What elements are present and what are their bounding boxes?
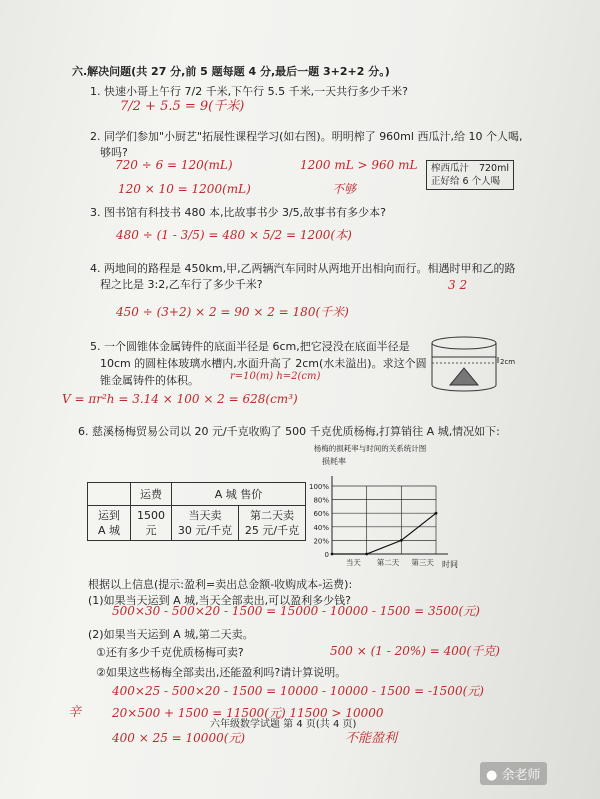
- sub2-text: (2)如果当天运到 A 城,第二天卖。: [88, 628, 254, 641]
- chart-xtick: 当天: [345, 558, 361, 567]
- q4-text-1: 4. 两地间的路程是 450km,甲,乙两辆汽车同时从两地开出相向而行。相遇时甲和乙的路: [90, 262, 516, 275]
- hw-sub2b-1: 400×25 - 500×20 - 1500 = 10000 - 10000 - 1500 = -1500(元): [112, 684, 484, 698]
- hw-q2-d: 不够: [332, 182, 357, 196]
- hw-q4-mark: 3 2: [448, 278, 468, 292]
- chart-ylabel: 损耗率: [322, 457, 346, 466]
- q6-text: 6. 慈溪杨梅贸易公司以 20 元/千克收购了 500 千克优质杨梅,打算销往 A 城,情况如下:: [78, 425, 500, 438]
- chart-point: [365, 553, 368, 556]
- hw-q3: 480 ÷ (1 - 3/5) = 480 × 5/2 = 1200(本): [116, 228, 352, 242]
- box-line-1: 榨西瓜汁: [431, 163, 470, 174]
- hw-sub2a: 500 × (1 - 20%) = 400(千克): [330, 644, 500, 658]
- wechat-icon: ●: [486, 768, 498, 783]
- sub1-text: (1)如果当天运到 A 城,当天全部卖出,可以盈利多少钱?: [88, 594, 351, 607]
- q5-text-2: 10cm 的圆柱体玻璃水槽内,水面升高了 2cm(水未溢出)。求这个圆: [100, 357, 427, 370]
- page-footer: 六年级数学试题 第 4 页(共 4 页): [210, 719, 357, 730]
- box-volume: 720ml: [478, 163, 509, 174]
- sub2a-text: ①还有多少千克优质杨梅可卖?: [96, 646, 244, 659]
- hw-margin-mark: 辛: [68, 705, 82, 720]
- chart-xtick: 第三天: [411, 558, 434, 567]
- chart-xtick: 第二天: [376, 558, 400, 567]
- chart-point: [331, 553, 334, 556]
- hw-conclusion: 不能盈利: [345, 731, 398, 746]
- chart-xlabel: 时间: [442, 560, 458, 569]
- table-freight-cell: 1500 元: [131, 506, 172, 541]
- chart-point: [435, 512, 438, 515]
- hw-q1: 7/2 + 5.5 = 9(千米): [120, 99, 245, 114]
- cylinder-figure: [428, 335, 518, 397]
- hw-q2-b: 1200 mL > 960 mL: [300, 158, 418, 172]
- chart-ytick: 40%: [313, 523, 329, 532]
- hw-q5-note: r=10(m) h=2(cm): [230, 371, 321, 382]
- chart-point: [400, 539, 403, 542]
- box-line-2: 正好给 6 个人喝: [431, 176, 501, 187]
- chart-title: 杨梅的损耗率与时间的关系统计图: [313, 444, 427, 453]
- watermark: [480, 762, 547, 785]
- q4-text-2: 程之比是 3:2,乙车行了多少千米?: [100, 278, 263, 291]
- chart-ytick: 20%: [313, 537, 329, 546]
- q5-text-1: 5. 一个圆锥体金属铸件的底面半径是 6cm,把它浸没在底面半径是: [90, 340, 410, 353]
- spoilage-chart: [290, 442, 458, 577]
- chart-series-line: [332, 513, 436, 554]
- q2-text-1: 2. 同学们参加"小厨艺"拓展性课程学习(如右图)。明明榨了 960ml 西瓜汁,给 10 个人喝,: [90, 130, 523, 143]
- hw-sub2b-2: 20×500 + 1500 = 11500(元) 11500 > 10000: [112, 706, 384, 720]
- cylinder-rise-label: 2cm: [500, 358, 516, 366]
- q2-text-2: 够吗?: [100, 146, 128, 159]
- watermark-text: 余老师: [501, 768, 541, 783]
- hw-q5: V = πr²h = 3.14 × 100 × 2 = 628(cm³): [62, 392, 298, 406]
- table-day2-cell: 第二天卖 25 元/千克: [239, 506, 306, 541]
- chart-ytick: 0: [324, 551, 329, 559]
- info-line: 根据以上信息(提示:盈利=卖出总金额-收购成本-运费):: [88, 578, 353, 591]
- hw-q2-a: 720 ÷ 6 = 120(mL): [115, 158, 233, 172]
- q1-text: 1. 快速小哥上午行 7/2 千米,下午行 5.5 千米,一天共行多少千米?: [90, 85, 409, 98]
- hw-q4: 450 ÷ (3+2) × 2 = 90 × 2 = 180(千米): [116, 305, 349, 319]
- juice-label-box: [426, 160, 514, 190]
- table-rowhead: 运到 A 城: [88, 506, 131, 541]
- chart-ytick: 60%: [313, 510, 329, 519]
- section-heading: 六.解决问题(共 27 分,前 5 题每题 4 分,最后一题 3+2+2 分。): [72, 65, 390, 78]
- chart-ytick: 100%: [308, 483, 329, 491]
- q5-text-3: 锥金属铸件的体积。: [100, 374, 199, 387]
- chart-ytick: 80%: [313, 496, 329, 505]
- table-day1-cell: 当天卖 30 元/千克: [172, 506, 239, 541]
- q3-text: 3. 图书馆有科技书 480 本,比故事书少 3/5,故事书有多少本?: [90, 206, 387, 219]
- table-header-price: A 城 售价: [172, 483, 306, 506]
- shipping-table: [87, 482, 306, 541]
- hw-sub1: 500×30 - 500×20 - 1500 = 15000 - 10000 - 1500 = 3500(元): [112, 604, 480, 618]
- table-header-freight: 运费: [131, 483, 172, 506]
- hw-q2-c: 120 × 10 = 1200(mL): [118, 182, 251, 196]
- sub2b-text: ②如果这些杨梅全部卖出,还能盈利吗?请计算说明。: [96, 666, 347, 679]
- hw-sub2b-3: 400 × 25 = 10000(元): [112, 731, 246, 745]
